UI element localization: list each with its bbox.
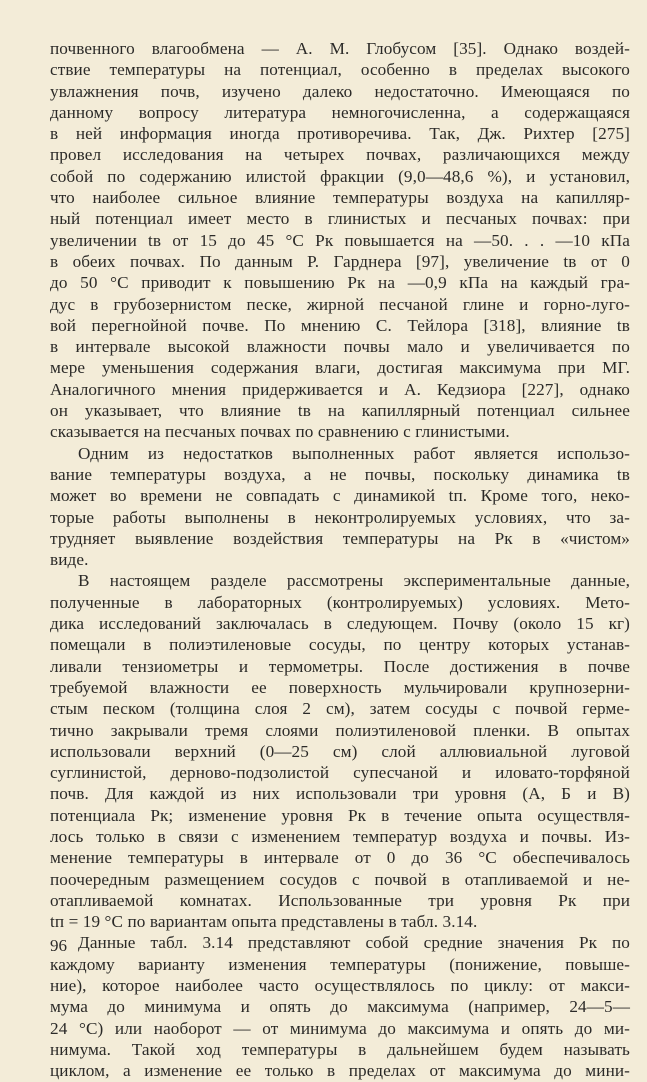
body-text xyxy=(50,38,630,1082)
text-line: трудняет выявление воздействия температуры на Pк в «чистом» xyxy=(50,528,630,548)
text-line: мума до минимума и опять до максимума (например, 24—5— xyxy=(50,997,630,1017)
text-line: менение температуры в интервале от 0 до 36 °C обеспечивалось xyxy=(50,848,630,868)
text-line: может во времени не совпадать с динамикой tп. Кроме того, неко- xyxy=(50,486,630,506)
text-line: суглинистой, дерново-подзолистой супесчаной и иловато-торфяной xyxy=(50,763,630,783)
text-line: требуемой влажности ее поверхность мульчировали крупнозерни- xyxy=(50,677,630,697)
text-line: до 50 °C приводит к повышению Pк на —0,9 кПа на каждый гра- xyxy=(50,273,630,293)
text-line: увлажнения почв, изучено далеко недостаточно. Имеющаяся по xyxy=(50,81,630,101)
text-line: мере уменьшения содержания влаги, достигая максимума при МГ. xyxy=(50,358,630,378)
text-line: каждому варианту изменения температуры (понижение, повыше- xyxy=(50,954,630,974)
text-line: вание температуры воздуха, а не почвы, поскольку динамика tв xyxy=(50,464,630,484)
text-line: потенциала Pк; изменение уровня Pк в течение опыта осуществля- xyxy=(50,805,630,825)
text-line: собой по содержанию илистой фракции (9,0—48,6 %), и установил, xyxy=(50,166,630,186)
text-line: нимума. Такой ход температуры в дальнейшем будем называть xyxy=(50,1039,630,1059)
text-line: тично закрывали тремя слоями полиэтиленовой пленки. В опытах xyxy=(50,720,630,740)
text-line: он указывает, что влияние tв на капиллярный потенциал сильнее xyxy=(50,401,630,421)
text-line: ние), которое наиболее часто осуществлялось по циклу: от макси- xyxy=(50,976,630,996)
text-line: лось только в связи с изменением температур воздуха и почвы. Из- xyxy=(50,826,630,846)
text-line: использовали верхний (0—25 см) слой аллювиальной луговой xyxy=(50,741,630,761)
text-line: дика исследований заключалась в следующем. Почву (около 15 кг) xyxy=(50,614,630,634)
text-line: Аналогичного мнения придерживается и А. Кедзиора [227], однако xyxy=(50,379,630,399)
text-line: дус в грубозернистом песке, жирной песчаной глине и горно-луго- xyxy=(50,294,630,314)
text-line: виде. xyxy=(50,550,89,570)
text-line: почв. Для каждой из них использовали три уровня (А, Б и В) xyxy=(50,784,630,804)
text-line: увеличении tв от 15 до 45 °C Pк повышается на —50. . . —10 кПа xyxy=(50,230,630,250)
text-line: почвенного влагообмена — А. М. Глобусом [35]. Однако воздей- xyxy=(50,39,630,58)
text-line: В настоящем разделе рассмотрены экспериментальные данные, xyxy=(78,571,630,591)
text-line: в ней информация иногда противоречива. Так, Дж. Рихтер [275] xyxy=(50,124,630,144)
text-line: стым песком (толщина слоя 2 см), затем сосуды с почвой герме- xyxy=(50,699,630,719)
text-line: Одним из недостатков выполненных работ является использо- xyxy=(78,443,630,463)
text-line: ливали тензиометры и термометры. После достижения в почве xyxy=(50,656,630,676)
text-line: провел исследования на четырех почвах, различающихся между xyxy=(50,145,630,165)
text-line: торые работы выполнены в неконтролируемых условиях, что за- xyxy=(50,507,630,527)
text-line: вой перегнойной почве. По мнению С. Тейлора [318], влияние tв xyxy=(50,315,630,335)
text-line: 24 °C) или наоборот — от минимума до максимума и опять до ми- xyxy=(50,1018,630,1038)
text-line: в интервале высокой влажности почвы мало и увеличивается по xyxy=(50,337,630,357)
text-line: в обеих почвах. По данным Р. Гарднера [97], увеличение tв от 0 xyxy=(50,251,630,271)
text-line: сказывается на песчаных почвах по сравнению с глинистыми. xyxy=(50,422,510,442)
text-line: ствие температуры на потенциал, особенно в пределах высокого xyxy=(50,60,630,80)
text-line: Данные табл. 3.14 представляют собой средние значения Pк по xyxy=(78,933,630,953)
text-line: отапливаемой комнатах. Использованные три уровня Pк при xyxy=(50,890,630,910)
text-line: полученные в лабораторных (контролируемых) условиях. Мето- xyxy=(50,592,630,612)
page-number: 96 xyxy=(50,936,67,955)
text-line: циклом, а изменение ее только в пределах от максимума до мини- xyxy=(50,1061,630,1081)
text-line: данному вопросу литература немногочисленна, а содержащаяся xyxy=(50,102,630,122)
text-line: tп = 19 °C по вариантам опыта представлены в табл. 3.14. xyxy=(50,912,478,932)
text-line: что наиболее сильное влияние температуры воздуха на капилляр- xyxy=(50,188,630,208)
text-line: помещали в полиэтиленовые сосуды, по центру которых устанав- xyxy=(50,635,630,655)
text-line: ный потенциал имеет место в глинистых и песчаных почвах: при xyxy=(50,209,630,229)
text-line: поочередным размещением сосудов с почвой в отапливаемой и не- xyxy=(50,869,630,889)
